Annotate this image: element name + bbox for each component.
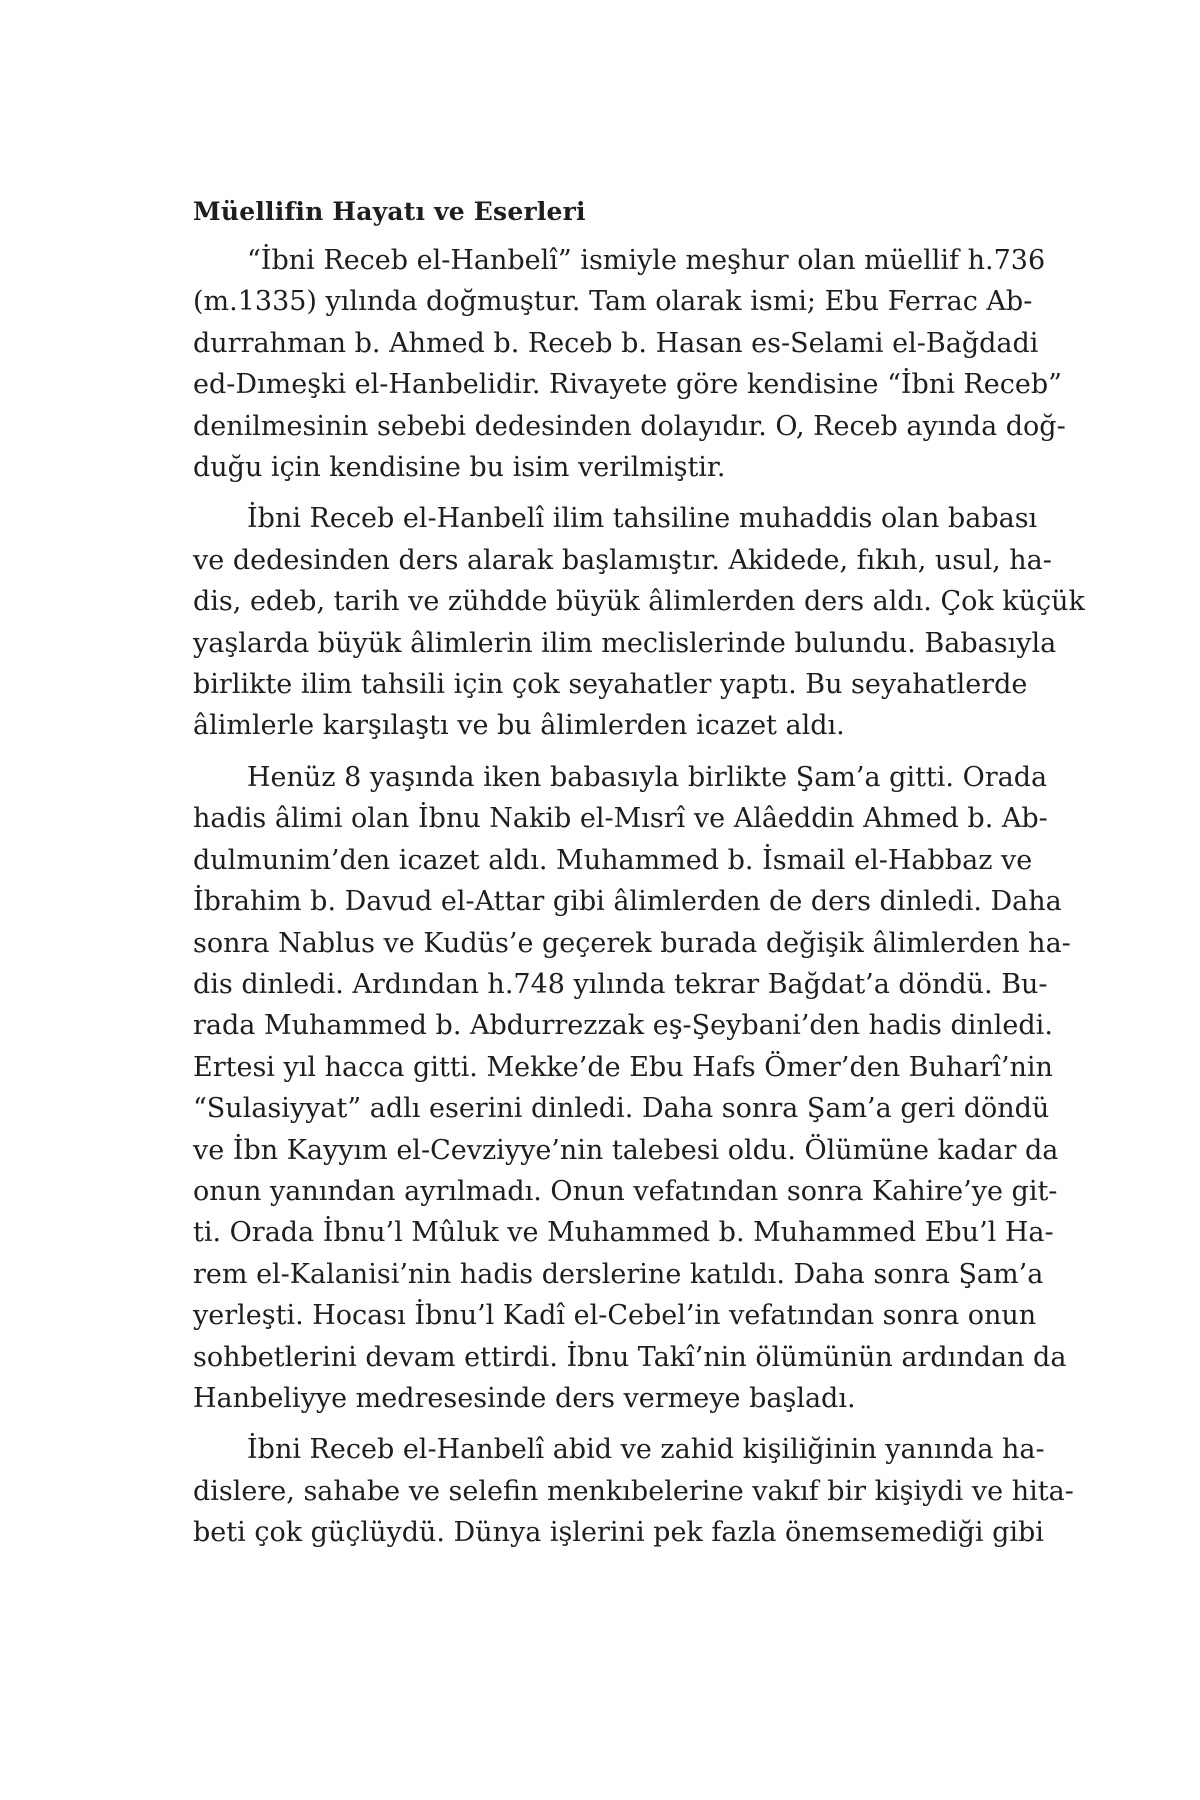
text-line: dis dinledi. Ardından h.748 yılında tekrar Bağdat’a döndü. Bu- [193,968,1048,1000]
text-line: “Sulasiyyat” adlı eserini dinledi. Daha sonra Şam’a geri döndü [193,1093,1050,1125]
text-line: Hanbeliyye medresesinde ders vermeye başladı. [193,1382,856,1414]
text-line: dulmunim’den icazet aldı. Muhammed b. İsmail el-Habbaz ve [193,844,1033,876]
text-line: âlimlerle karşılaştı ve bu âlimlerden icazet aldı. [193,710,845,742]
text-line: dislere, sahabe ve selefin menkıbelerine vakıf bir kişiydi ve hita- [193,1475,1074,1507]
text-line: ve İbn Kayyım el-Cevziyye’nin talebesi oldu. Ölümüne kadar da [193,1134,1059,1166]
text-line: ve dedesinden ders alarak başlamıştır. Akidede, fıkıh, usul, ha- [193,544,1052,576]
text-line: ed-Dımeşki el-Hanbelidir. Rivayete göre kendisine “İbni Receb” [193,369,1062,401]
text-line: beti çok güçlüydü. Dünya işlerini pek fazla önemsemediği gibi [193,1517,1044,1549]
book-page [193,190,1085,1564]
text-line: rem el-Kalanisi’nin hadis derslerine katıldı. Daha sonra Şam’a [193,1258,1044,1290]
text-line: durrahman b. Ahmed b. Receb b. Hasan es-Selami el-Bağdadi [193,327,1039,359]
text-line: (m.1335) yılında doğmuştur. Tam olarak ismi; Ebu Ferrac Ab- [193,286,1033,318]
text-line: dis, edeb, tarih ve zühdde büyük âlimlerden ders aldı. Çok küçük [193,586,1085,618]
text-line: sohbetlerini devam ettirdi. İbnu Takî’nin ölümünün ardından da [193,1341,1067,1373]
text-line: birlikte ilim tahsili için çok seyahatler yaptı. Bu seyahatlerde [193,669,1028,701]
paragraph [193,498,1085,746]
text-line: yerleşti. Hocası İbnu’l Kadî el-Cebel’in vefatından sonra onun [193,1300,1037,1332]
text-line: İbrahim b. Davud el-Attar gibi âlimlerden de ders dinledi. Daha [193,886,1062,918]
paragraph [193,240,1066,488]
text-line: Henüz 8 yaşında iken babasıyla birlikte Şam’a gitti. Orada [247,761,1048,793]
paragraph [193,1429,1074,1553]
text-line: duğu için kendisine bu isim verilmiştir. [193,452,726,484]
text-line: denilmesinin sebebi dedesinden dolayıdır. O, Receb ayında doğ- [193,410,1066,442]
body-text [193,240,1085,1554]
text-line: İbni Receb el-Hanbelî abid ve zahid kişiliğinin yanında ha- [247,1434,1045,1466]
paragraph [193,757,1071,1420]
section-title: Müellifin Hayatı ve Eserleri [193,197,586,226]
text-line: onun yanından ayrılmadı. Onun vefatından sonra Kahire’ye git- [193,1175,1058,1207]
text-line: ti. Orada İbnu’l Mûluk ve Muhammed b. Muhammed Ebu’l Ha- [193,1217,1054,1249]
text-line: rada Muhammed b. Abdurrezzak eş-Şeybani’den hadis dinledi. [193,1010,1053,1042]
text-line: hadis âlimi olan İbnu Nakib el-Mısrî ve Alâeddin Ahmed b. Ab- [193,803,1048,835]
text-line: İbni Receb el-Hanbelî ilim tahsiline muhaddis olan babası [247,503,1038,535]
text-line: yaşlarda büyük âlimlerin ilim meclislerinde bulundu. Babasıyla [193,627,1057,659]
text-line: sonra Nablus ve Kudüs’e geçerek burada değişik âlimlerden ha- [193,927,1071,959]
text-line: Ertesi yıl hacca gitti. Mekke’de Ebu Hafs Ömer’den Buharî’nin [193,1051,1053,1083]
text-line: “İbni Receb el-Hanbelî” ismiyle meşhur olan müellif h.736 [247,245,1046,276]
